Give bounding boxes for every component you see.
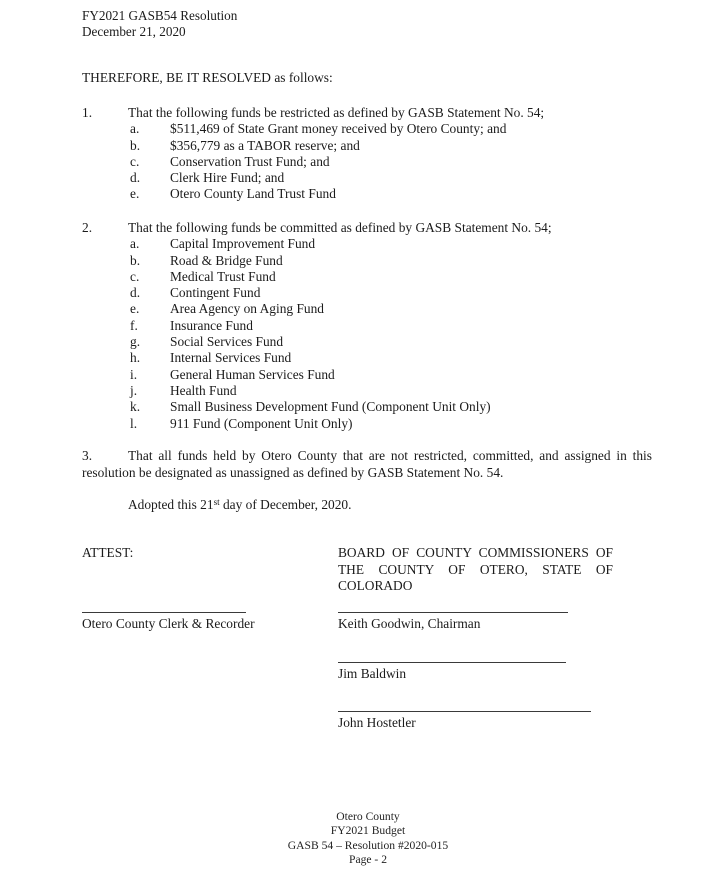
signature-line (338, 711, 591, 712)
subitem-text: Small Business Development Fund (Component Unit Only) (170, 399, 491, 415)
subitem-text: Insurance Fund (170, 317, 253, 333)
commissioner-2-name-label: Jim Baldwin (338, 666, 407, 681)
document-title: FY2021 GASB54 Resolution (82, 8, 238, 23)
subitem-text: Area Agency on Aging Fund (170, 301, 324, 317)
signature-block-commissioner-2 (338, 662, 566, 682)
item-1-heading (82, 105, 654, 121)
subitem-marker: h. (130, 350, 141, 366)
adopted-prefix: Adopted this 21 (128, 497, 214, 512)
item-2-subitem-l (82, 416, 654, 432)
item-2-subitem-d (82, 285, 654, 301)
item-2-subitem-e (82, 301, 654, 317)
chairman-name-label: Keith Goodwin, Chairman (338, 616, 481, 631)
subitem-text: $511,469 of State Grant money received by Otero County; and (170, 121, 507, 137)
resolution-item-3 (82, 448, 652, 482)
subitem-text: 911 Fund (Component Unit Only) (170, 415, 353, 431)
page-number: Page - 2 (349, 853, 387, 867)
resolved-intro-text: THEREFORE, BE IT RESOLVED as follows: (82, 70, 333, 85)
subitem-text: $356,779 as a TABOR reserve; and (170, 137, 360, 153)
item-3-number: 3. (82, 448, 93, 463)
item-1-subitem-a (82, 121, 654, 137)
item-1-subitem-d (82, 170, 654, 186)
subitem-text: Otero County Land Trust Fund (170, 186, 336, 202)
item-2-subitem-h (82, 350, 654, 366)
item-2-number: 2. (82, 220, 93, 235)
subitem-marker: k. (130, 399, 141, 415)
item-1-subitem-b (82, 138, 654, 154)
subitem-marker: c. (130, 268, 140, 284)
signature-block-commissioner-3 (338, 711, 591, 731)
subitem-marker: c. (130, 153, 140, 169)
subitem-marker: d. (130, 285, 141, 301)
item-2-subitem-i (82, 367, 654, 383)
item-3-text: That all funds held by Otero County that are not restricted, committed, and assigned in this resolution be designated as unassigned as defined by GASB Statement No. 54. (82, 448, 652, 480)
clerk-name-label: Otero County Clerk & Recorder (82, 616, 255, 631)
item-1-text: That the following funds be restricted as defined by GASB Statement No. 54; (128, 105, 545, 120)
subitem-marker: g. (130, 334, 141, 350)
document-header (82, 8, 237, 41)
item-2-subitem-j (82, 383, 654, 399)
subitem-text: Health Fund (170, 382, 237, 398)
page-footer (0, 810, 720, 868)
subitem-text: Internal Services Fund (170, 350, 292, 366)
resolution-item-1 (82, 105, 654, 203)
footer-line-2: FY2021 Budget (330, 824, 406, 838)
board-title-line-2: THE COUNTY OF OTERO, STATE OF (338, 561, 613, 577)
item-2-subitem-c (82, 269, 654, 285)
item-2-subitem-k (82, 399, 654, 415)
commissioner-3-name-label: John Hostetler (338, 715, 416, 730)
signature-line (338, 612, 568, 613)
subitem-marker: b. (130, 252, 141, 268)
subitem-marker: e. (130, 301, 140, 317)
footer-line-3: GASB 54 – Resolution #2020-015 (287, 838, 449, 852)
board-title-line-3: COLORADO (338, 578, 413, 594)
item-2-subitem-g (82, 334, 654, 350)
subitem-marker: j. (130, 382, 138, 398)
adopted-suffix: day of December, 2020. (219, 497, 352, 512)
subitem-text: Conservation Trust Fund; and (170, 153, 330, 169)
board-title-line-1: BOARD OF COUNTY COMMISSIONERS OF (338, 545, 613, 560)
subitem-text: Contingent Fund (170, 285, 261, 301)
subitem-marker: e. (130, 186, 140, 202)
subitem-marker: l. (130, 415, 138, 431)
footer-line-1: Otero County (336, 810, 400, 823)
signature-line (338, 662, 566, 663)
item-1-subitem-e (82, 186, 654, 202)
subitem-marker: d. (130, 170, 141, 186)
subitem-text: Medical Trust Fund (170, 268, 276, 284)
subitem-text: General Human Services Fund (170, 366, 335, 382)
item-1-subitem-c (82, 154, 654, 170)
subitem-marker: a. (130, 236, 140, 252)
item-2-heading (82, 220, 654, 236)
item-2-subitem-a (82, 236, 654, 252)
document-date: December 21, 2020 (82, 24, 186, 40)
subitem-marker: i. (130, 366, 138, 382)
subitem-text: Capital Improvement Fund (170, 236, 316, 252)
signature-line (82, 612, 246, 613)
resolution-item-2 (82, 220, 654, 432)
item-2-text: That the following funds be committed as defined by GASB Statement No. 54; (128, 220, 552, 235)
item-2-subitem-f (82, 318, 654, 334)
subitem-text: Road & Bridge Fund (170, 252, 283, 268)
subitem-marker: a. (130, 121, 140, 137)
attest-label: ATTEST: (82, 545, 134, 560)
subitem-text: Clerk Hire Fund; and (170, 170, 285, 186)
ordinal-suffix: st (213, 497, 220, 508)
adopted-date-line (128, 497, 351, 513)
item-1-number: 1. (82, 105, 93, 120)
subitem-text: Social Services Fund (170, 334, 284, 350)
item-2-subitem-b (82, 253, 654, 269)
subitem-marker: b. (130, 137, 141, 153)
subitem-marker: f. (130, 317, 138, 333)
signature-block-clerk (82, 612, 255, 632)
signature-block-chairman (338, 612, 568, 632)
board-title-block (338, 545, 613, 595)
